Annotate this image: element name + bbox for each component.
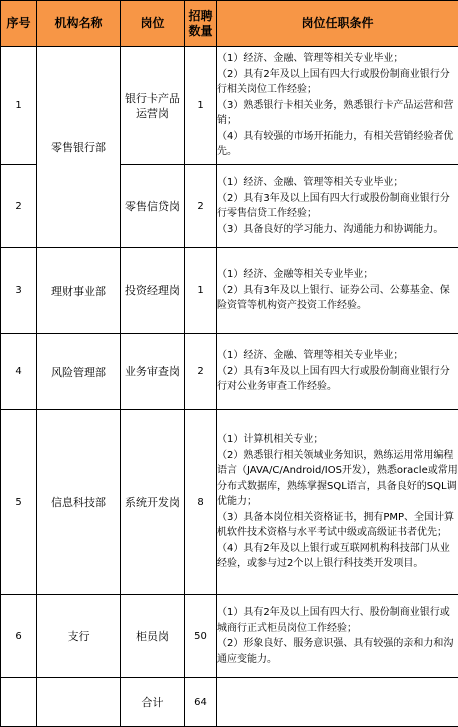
row-position: 银行卡产品运营岗 xyxy=(121,47,185,165)
row-requirements xyxy=(217,248,458,334)
table-header-row xyxy=(1,1,458,47)
row-dept: 支行 xyxy=(37,595,121,678)
row-count: 1 xyxy=(185,248,217,334)
total-dept-empty xyxy=(37,678,121,727)
row-count: 2 xyxy=(185,334,217,410)
row-no: 4 xyxy=(1,334,37,410)
header-count-line1: 招聘 xyxy=(185,9,216,24)
requirement-item: （2）熟悉银行相关领域业务知识，熟练运用常用编程语言（JAVA/C/Android/IOS开发），熟悉oracle或常用分布式数据库，熟练掌握SQL语言，具备良好的SQL调优能力； xyxy=(217,448,458,510)
requirement-item: （1）经济、金融、管理等相关专业毕业； xyxy=(217,175,458,191)
header-requirements: 岗位任职条件 xyxy=(217,1,458,47)
row-count: 2 xyxy=(185,165,217,248)
table-row xyxy=(1,47,458,165)
requirement-item: （2）具有3年及以上国有四大行或股份制商业银行分行对公业务审查工作经验。 xyxy=(217,364,458,395)
total-requirements-empty xyxy=(217,678,458,727)
row-count: 50 xyxy=(185,595,217,678)
row-requirements xyxy=(217,410,458,595)
header-dept: 机构名称 xyxy=(37,1,121,47)
row-requirements xyxy=(217,165,458,248)
row-dept: 零售银行部 xyxy=(37,47,121,248)
table-row xyxy=(1,334,458,410)
requirement-item: （2）具有3年及以上银行、证券公司、公募基金、保险资管等机构资产投资工作经验。 xyxy=(217,283,458,314)
table-row xyxy=(1,595,458,678)
row-requirements xyxy=(217,334,458,410)
requirement-item: （4）具有较强的市场开拓能力，有相关营销经验者优先。 xyxy=(217,129,458,160)
table-row xyxy=(1,248,458,334)
header-count-line2: 数量 xyxy=(185,24,216,39)
requirement-item: （2）具有3年及以上国有四大行或股份制商业银行分行零售信贷工作经验； xyxy=(217,191,458,222)
row-no: 5 xyxy=(1,410,37,595)
requirement-item: （1）经济、金融等相关专业毕业； xyxy=(217,267,458,283)
total-value: 64 xyxy=(185,678,217,727)
requirement-item: （3）具备本岗位相关资格证书，拥有PMP、全国计算机软件技术资格与水平考试中级或高级证书者优先； xyxy=(217,510,458,541)
total-no-empty xyxy=(1,678,37,727)
requirement-item: （1）经济、金融、管理等相关专业毕业； xyxy=(217,348,458,364)
requirement-item: （3）熟悉银行卡相关业务，熟悉银行卡产品运营和营销； xyxy=(217,98,458,129)
row-count: 1 xyxy=(185,47,217,165)
header-no: 序号 xyxy=(1,1,37,47)
row-dept: 信息科技部 xyxy=(37,410,121,595)
row-requirements xyxy=(217,595,458,678)
total-label: 合计 xyxy=(121,678,185,727)
requirement-item: （2）形象良好、服务意识强、具有较强的亲和力和沟通应变能力。 xyxy=(217,636,458,667)
row-position: 柜员岗 xyxy=(121,595,185,678)
requirement-item: （1）具有2年及以上国有四大行、股份制商业银行或城商行正式柜员岗位工作经验； xyxy=(217,605,458,636)
total-row xyxy=(1,678,458,727)
requirement-item: （3）具备良好的学习能力、沟通能力和协调能力。 xyxy=(217,222,458,238)
requirement-item: （4）具有2年及以上银行或互联网机构科技部门从业经验，或参与过2个以上银行科技类开发项目。 xyxy=(217,541,458,572)
row-position: 零售信贷岗 xyxy=(121,165,185,248)
row-requirements xyxy=(217,47,458,165)
requirement-item: （1）经济、金融、管理等相关专业毕业； xyxy=(217,51,458,67)
header-count xyxy=(185,1,217,47)
row-count: 8 xyxy=(185,410,217,595)
header-position: 岗位 xyxy=(121,1,185,47)
row-position: 系统开发岗 xyxy=(121,410,185,595)
table-row xyxy=(1,410,458,595)
row-dept: 风险管理部 xyxy=(37,334,121,410)
requirement-item: （2）具有2年及以上国有四大行或股份制商业银行分行相关岗位工作经验； xyxy=(217,67,458,98)
row-no: 2 xyxy=(1,165,37,248)
row-dept: 理财事业部 xyxy=(37,248,121,334)
row-position: 业务审查岗 xyxy=(121,334,185,410)
row-no: 3 xyxy=(1,248,37,334)
row-no: 1 xyxy=(1,47,37,165)
row-position: 投资经理岗 xyxy=(121,248,185,334)
row-no: 6 xyxy=(1,595,37,678)
requirement-item: （1）计算机相关专业； xyxy=(217,432,458,448)
